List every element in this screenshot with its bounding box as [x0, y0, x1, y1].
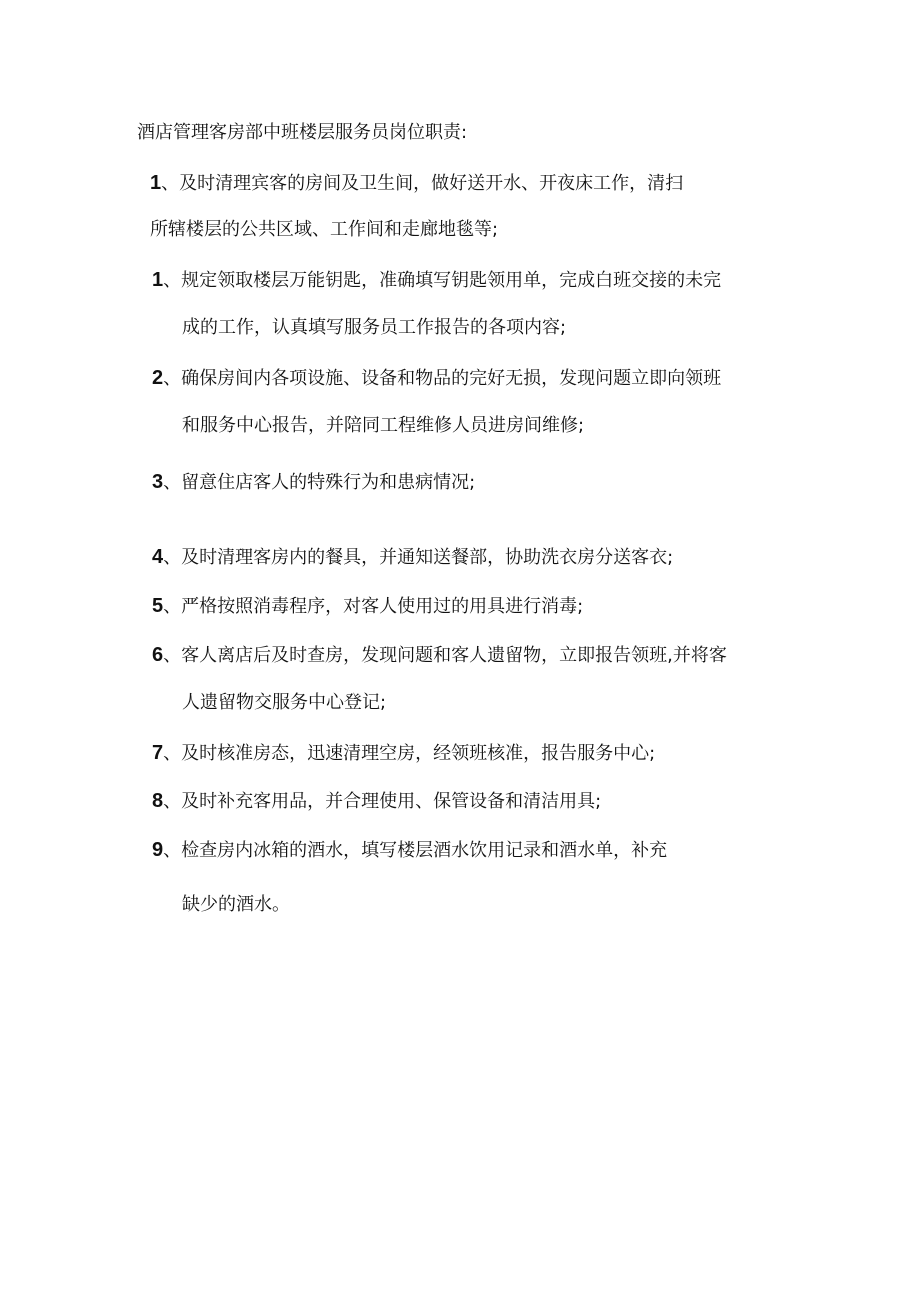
item-text: 、及时核准房态，迅速清理空房，经领班核准，报告服务中心; [163, 743, 656, 764]
list-item [152, 594, 583, 619]
list-item [152, 741, 655, 766]
item-number: 5 [152, 595, 164, 617]
item-number: 8 [152, 790, 164, 812]
item-text: 、及时清理宾客的房间及卫生间，做好送开水、开夜床工作，清扫 [161, 173, 684, 194]
item-continuation: 缺少的酒水。 [182, 894, 290, 915]
item-text: 、留意住店客人的特殊行为和患病情况; [163, 472, 476, 493]
item-text: 、及时清理客房内的餐具，并通知送餐部，协助洗衣房分送客衣; [163, 547, 674, 568]
item-number: 3 [152, 471, 164, 493]
item-number: 1 [152, 269, 164, 291]
item-continuation: 和服务中心报告，并陪同工程维修人员进房间维修; [182, 415, 585, 436]
list-item [152, 268, 721, 293]
item-text: 、确保房间内各项设施、设备和物品的完好无损，发现问题立即向领班 [163, 368, 722, 389]
list-item [152, 366, 721, 391]
page-title: 酒店管理客房部中班楼层服务员岗位职责: [137, 122, 468, 143]
item-number: 1 [150, 172, 162, 194]
item-number: 7 [152, 742, 164, 764]
item-continuation: 所辖楼层的公共区域、工作间和走廊地毯等; [150, 219, 499, 240]
item-continuation: 人遗留物交服务中心登记; [182, 692, 387, 713]
item-number: 6 [152, 644, 164, 666]
item-number: 2 [152, 367, 164, 389]
list-item [152, 545, 673, 570]
list-item [150, 171, 683, 196]
list-item [152, 643, 727, 668]
list-item [152, 789, 601, 814]
item-continuation: 成的工作，认真填写服务员工作报告的各项内容; [182, 317, 567, 338]
item-text: 、严格按照消毒程序，对客人使用过的用具进行消毒; [163, 596, 584, 617]
item-text: 、及时补充客用品，并合理使用、保管设备和清洁用具; [163, 791, 602, 812]
item-text: 、检查房内冰箱的酒水，填写楼层酒水饮用记录和酒水单，补充 [163, 840, 668, 861]
item-number: 4 [152, 546, 164, 568]
list-item [152, 470, 475, 495]
list-item [152, 838, 667, 863]
item-text: 、规定领取楼层万能钥匙，准确填写钥匙领用单，完成白班交接的未完 [163, 270, 722, 291]
item-number: 9 [152, 839, 164, 861]
item-text: 、客人离店后及时查房，发现问题和客人遗留物，立即报告领班,并将客 [163, 645, 727, 666]
